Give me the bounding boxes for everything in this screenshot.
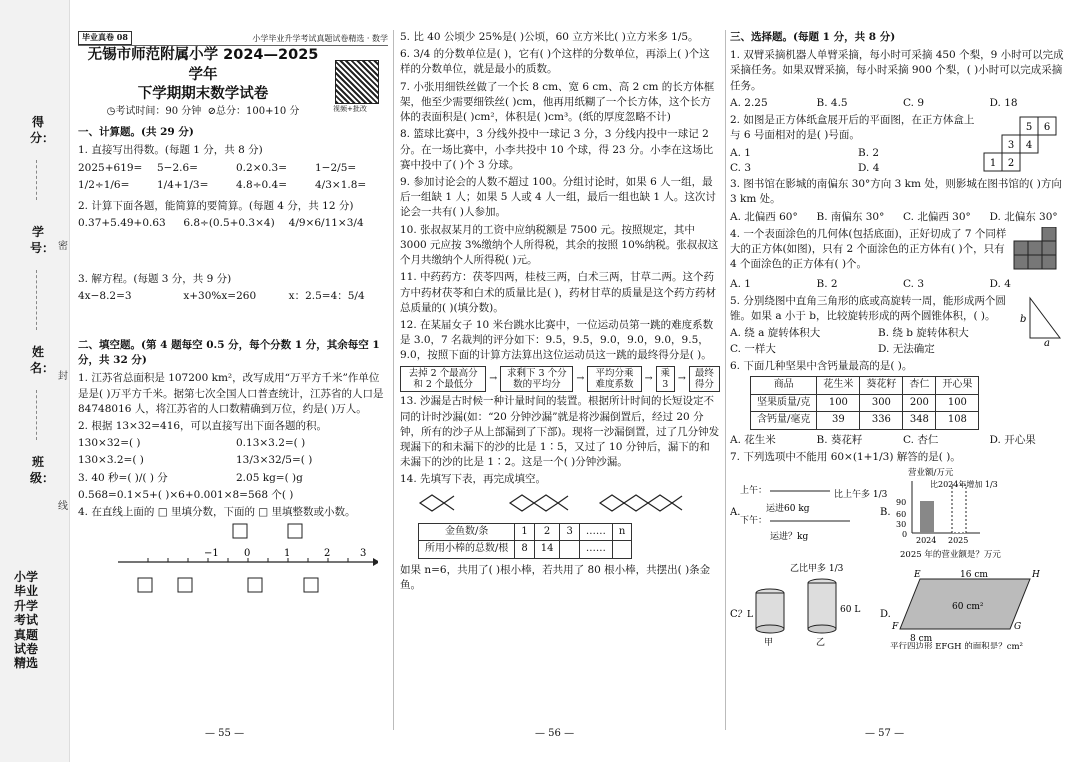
question: 13. 沙漏是古时候一种计量时间的装置。根据所计时间的长短设定不同的计时沙漏(如：“20 分钟沙漏”就是将沙漏倒置后，经过 20 分钟，所有的沙子从上部漏到了下部)。现将一沙漏倒置，过了几分钟发现漏下的和未漏下的沙的比是 1∶5，又过了 10 分钟后，漏下的和未漏下的沙的比是 1∶2。这是一个( )分钟沙漏。 — [400, 395, 720, 469]
option[interactable]: B. 葵花籽 — [816, 433, 863, 446]
section-heading: 二、填空题。(第 4 题每空 0.5 分，每个分数 1 分，其余每空 1 分，共 32 分) — [78, 338, 380, 367]
option[interactable]: D. 4 — [989, 277, 1011, 290]
clock-icon: ◷ — [106, 105, 116, 117]
triangle — [1030, 298, 1060, 338]
question-5-block — [730, 294, 1070, 359]
fill-line — [36, 270, 37, 330]
calc-item: 1/2÷1/6= — [78, 178, 130, 191]
figure-text: 60 — [896, 510, 907, 519]
section-heading: 三、选择题。(每题 1 分，共 8 分) — [730, 31, 896, 43]
figure-text: E — [914, 570, 921, 580]
answer-box — [304, 578, 318, 592]
section-heading: 一、计算题。(共 29 分) — [78, 126, 194, 139]
fill-row — [78, 453, 388, 468]
number-line-figure — [78, 522, 378, 602]
table-cell: 14 — [534, 541, 560, 559]
option[interactable]: A. 1 — [730, 277, 751, 290]
column-1 — [78, 30, 388, 608]
question: 10. 张叔叔某月的工资中应纳税额是 7500 元。按照规定，其中 3000 元应按 3%缴纳个人所得税，其余的按照 10%纳税。张叔叔这个月共缴纳个人所得税( )元。 — [400, 223, 719, 267]
figure-text: 30 — [896, 520, 907, 529]
name-label: 姓名： — [30, 345, 55, 375]
figure-text: 平行四边形 EFGH 的面积是？cm² — [890, 642, 1023, 649]
fill-item: 130×3.2=( ) — [78, 454, 144, 467]
figure-text: 乙比甲多 1/3 — [790, 564, 844, 574]
table-cell: 300 — [860, 394, 903, 412]
table-cell: 金鱼数/条 — [419, 523, 515, 541]
calc-item: x+30%x=260 — [183, 289, 257, 302]
question: 3. 图书馆在影城的南偏东 30°方向 3 km 处，则影城在图书馆的( )方向 3 km 处。 — [730, 178, 1062, 206]
cylinder-body — [756, 593, 784, 629]
arrow-icon: → — [489, 373, 498, 385]
cylinder-body — [808, 583, 836, 629]
net-label: 1 — [989, 158, 997, 170]
flow-step: 最终得分 — [689, 366, 720, 393]
table-cell: 2 — [534, 523, 560, 541]
fish-shape — [600, 495, 682, 511]
question: 1. 江苏省总面积是 107200 km²，改写成用“万平方千米”作单位是是( )万平方千米。据第七次全国人口普查统计，江苏省的人口是 84748016 人，将江苏省的人口数精确到万位，约是( )万人。 — [78, 372, 384, 415]
option[interactable]: D. 18 — [989, 96, 1018, 109]
side-label: a — [1044, 337, 1050, 346]
cubes-figure — [1010, 227, 1066, 277]
option[interactable]: C. 9 — [903, 96, 925, 109]
answer-box — [178, 578, 192, 592]
side-label: b — [1020, 313, 1027, 325]
calc-item: 1/4+1/3= — [157, 178, 209, 191]
question: 9. 参加讨论会的人数不超过 100。分组讨论时，如果 6 人一组，最后一组缺 1 人；如果 5 人或 4 人一组，最后一组也缺 1 人。这次讨论会一共有( )人参加。 — [400, 175, 716, 219]
fill-row — [78, 471, 388, 486]
series-header: 小学毕业升学考试真题试卷精选 · 数学 — [78, 33, 388, 46]
calc-item: 4/9×6/11×3/4 — [288, 217, 364, 230]
figure-text: 上午： — [740, 486, 768, 496]
figure-text: 0 — [902, 530, 908, 539]
figure-text: F — [892, 622, 899, 632]
figure-text: 比上午多 1/3 — [834, 490, 888, 500]
scoring-flow — [400, 366, 720, 393]
title-line: 下学期期末数学试卷 — [137, 86, 269, 103]
question: 7. 下列选项中不能用 60×(1+1/3) 解答的是( )。 — [730, 450, 961, 463]
answer-box — [233, 524, 247, 538]
question: 6. 3/4 的分数单位是( )，它有( )个这样的分数单位，再添上( )个这样的分数单位，就是最小的质数。 — [400, 48, 710, 76]
figure-text: G — [1014, 622, 1022, 632]
table-cell: 348 — [903, 412, 936, 430]
net-label: 6 — [1043, 122, 1051, 134]
options-row — [730, 433, 1070, 448]
cube-net-figure — [980, 113, 1060, 177]
cube — [1028, 241, 1042, 255]
figure-text: 乙 — [816, 638, 826, 648]
column-3 — [730, 30, 1070, 654]
table-cell: 39 — [817, 412, 860, 430]
calc-item: 4.8÷0.4= — [236, 178, 287, 191]
table-cell: 花生米 — [817, 377, 860, 395]
column-divider — [725, 30, 726, 730]
fish-shape — [420, 495, 454, 511]
table-cell — [560, 541, 579, 559]
options-row — [730, 146, 980, 161]
table-cell: 100 — [817, 394, 860, 412]
figure-text: 甲 — [764, 638, 774, 648]
option-label: D. — [880, 609, 891, 620]
seal-char: 密 — [58, 241, 68, 252]
question: 4. 在直线上面的 □ 里填分数，下面的 □ 里填整数或小数。 — [78, 506, 356, 519]
tick-label: 3 — [360, 548, 367, 560]
question: 4. 一个表面涂色的几何体(包括底面)，正好切成了 7 个同样大的正方体(如图)，只有 2 个面涂色的正方体有( )个，只有 4 个面涂色的正方体有( )个。 — [730, 227, 1007, 271]
tick-label: 1 — [284, 548, 291, 560]
question-4-block — [730, 227, 1070, 277]
bar — [920, 501, 934, 533]
goldfish-sticks-figure — [400, 490, 700, 516]
table-cell: 杏仁 — [903, 377, 936, 395]
table-cell: 200 — [903, 394, 936, 412]
option[interactable]: B. 2 — [816, 277, 838, 290]
option[interactable]: D. 开心果 — [989, 433, 1036, 446]
cube — [1042, 227, 1056, 241]
flow-step: 去掉 2 个最高分和 2 个最低分 — [400, 366, 486, 393]
calc-row — [78, 178, 388, 193]
check-icon: ⊘ — [207, 105, 216, 117]
figure-text: ？L — [738, 610, 753, 620]
calc-item: 2025+619= — [78, 161, 143, 174]
tick-label: 0 — [244, 548, 251, 560]
question-2-text — [730, 113, 980, 177]
net-label: 2 — [1007, 158, 1015, 170]
calc-item: 0.37+5.49+0.63 — [78, 217, 166, 230]
flow-step: 求剩下 3 个分数的平均分 — [500, 366, 573, 393]
student-id-label: 学号： — [30, 225, 55, 255]
question: 2. 计算下面各题，能简算的要简算。(每题 4 分，共 12 分) — [78, 200, 354, 213]
option[interactable]: D. 无法确定 — [878, 342, 935, 355]
option-label: C. — [730, 609, 741, 620]
table-cell: 3 — [560, 523, 579, 541]
option[interactable]: A. 北偏西 60° — [730, 210, 798, 223]
table-cell — [612, 541, 631, 559]
arrow-icon: → — [677, 373, 686, 385]
fill-item: 130×32=( ) — [78, 437, 141, 450]
arrow-icon: → — [576, 373, 585, 385]
question: 6. 下面几种坚果中含钙量最高的是( )。 — [730, 359, 913, 372]
option[interactable]: C. 一样大 — [730, 342, 776, 355]
calc-item: 1−2/5= — [315, 161, 357, 174]
question: 1. 直接写出得数。(每题 1 分，共 8 分) — [78, 144, 263, 157]
figure-text: 60 L — [840, 605, 861, 615]
title-line: 无锡市师范附属小学 2024—2025 学年 — [87, 47, 319, 83]
options-row — [730, 96, 1070, 111]
fill-row — [78, 436, 388, 451]
table-cell: 坚果质量/克 — [751, 394, 817, 412]
option[interactable]: A. 1 — [730, 146, 751, 159]
option[interactable]: B. 南偏东 30° — [816, 210, 885, 223]
fill-item: 0.13×3.2=( ) — [236, 437, 306, 450]
question: 11. 中药药方：茯苓四两，桂枝三两，白术三两，甘草二两。这个药方中药材茯苓和白术的质量比是( )，药材甘草的质量是这个药方药材总质量的( )(填分数)。 — [400, 271, 717, 314]
cube — [1042, 255, 1056, 269]
options-row — [730, 210, 1070, 225]
flow-step: 乘 3 — [656, 366, 675, 393]
table-cell: …… — [579, 523, 612, 541]
fish-shape — [510, 495, 568, 511]
calcium-table — [750, 376, 979, 430]
net-label: 3 — [1007, 140, 1015, 152]
question: 如果 n=6，共用了( )根小棒，若共用了 80 根小棒，共摆出( )条金鱼。 — [400, 563, 711, 592]
options-row — [730, 161, 980, 176]
figure-text: 营业额/万元 — [908, 468, 954, 478]
q7-options-figure — [730, 467, 1065, 649]
table-cell: 108 — [936, 412, 979, 430]
option[interactable]: C. 杏仁 — [903, 433, 939, 446]
question: 7. 小张用细铁丝做了一个长 8 cm、宽 6 cm、高 2 cm 的长方体框架，他至少需要细铁丝( )cm，他再用纸糊了一个长方体，这个长方体的表面积是( )cm²，体积是( )cm³。(纸的厚度忽略不计) — [400, 80, 715, 124]
figure-text: H — [1032, 570, 1040, 580]
option[interactable]: A. 绕 a 旋转体积大 — [730, 327, 821, 340]
exam-meta: ◷考试时间：90 分钟 ⊘总分：100+10 分 — [106, 105, 300, 117]
option[interactable]: A. 花生米 — [730, 433, 776, 446]
net-label: 5 — [1025, 122, 1033, 134]
figure-text: 90 — [896, 498, 907, 507]
answer-box — [248, 578, 262, 592]
table-cell: 含钙量/毫克 — [751, 412, 817, 430]
column-2 — [400, 30, 720, 595]
calc-item: 0.2×0.3= — [236, 161, 287, 174]
cube — [1014, 255, 1028, 269]
options-row — [730, 342, 1020, 357]
tick-label: −1 — [204, 548, 219, 560]
option[interactable]: C. 3 — [730, 161, 752, 174]
figure-text: 8 cm — [910, 634, 933, 644]
question: 3. 解方程。(每题 3 分，共 9 分) — [78, 272, 232, 285]
table-cell: 336 — [860, 412, 903, 430]
question-5-text — [730, 294, 1020, 359]
binding-strip — [0, 0, 70, 762]
table-cell: 葵花籽 — [860, 377, 903, 395]
calc-item: x：2.5=4：5/4 — [288, 289, 365, 302]
option-label: A. — [730, 507, 741, 518]
cube — [1042, 241, 1056, 255]
table-cell: 所用小棒的总数/根 — [419, 541, 515, 559]
table-cell: 开心果 — [936, 377, 979, 395]
seal-char: 线 — [58, 501, 68, 512]
page-number: — 56 — — [535, 728, 575, 739]
question: 8. 篮球比赛中，3 分线外投中一球记 3 分，3 分线内投中一球记 2 分。在一场比赛中，小李共投中 10 个球，得 23 分。小李在这场比赛中投中了( )个 3 分球。 — [400, 128, 714, 171]
figure-text: 比2024年增加 1/3 — [930, 480, 998, 489]
fill-item: 2.05 kg=( )g — [236, 471, 303, 484]
option[interactable]: C. 北偏西 30° — [903, 210, 971, 223]
option[interactable]: B. 4.5 — [816, 96, 848, 109]
cube — [1014, 241, 1028, 255]
figure-text: 运进60 kg — [766, 504, 810, 514]
answer-box — [138, 578, 152, 592]
table-cell: 1 — [515, 523, 534, 541]
question: 1. 双臂采摘机器人单臂采摘，每小时可采摘 450 个梨，9 小时可以完成采摘任务。如果双臂采摘，每小时采摘 900 个梨，( )小时可以完成采摘任务。 — [730, 49, 1064, 92]
table-cell: …… — [579, 541, 612, 559]
table-cell: 8 — [515, 541, 534, 559]
question: 0.568=0.1×5+( )×6+0.001×8=568 个( ) — [78, 488, 294, 501]
calc-item: 6.8÷(0.5+0.3×4) — [183, 217, 275, 230]
page-number: — 55 — — [205, 728, 245, 739]
qr-caption: 视频+批改 — [333, 105, 367, 113]
option[interactable]: C. 3 — [903, 277, 925, 290]
option[interactable]: D. 4 — [858, 161, 880, 174]
calc-item: 4/3×1.8= — [315, 178, 367, 191]
figure-text: 下午： — [740, 516, 768, 526]
question-2-block — [730, 113, 1070, 177]
question: 5. 分别绕图中直角三角形的底或高旋转一周，能形成两个圆锥。如果 a 小于 b，比较旋转形成的两个圆锥体积，( )。 — [730, 294, 1006, 323]
bar — [952, 485, 966, 533]
figure-text: 2025 — [948, 536, 969, 545]
net-label: 4 — [1025, 140, 1033, 152]
question: 2. 根据 13×32=416，可以直接写出下面各题的积。 — [78, 420, 328, 433]
option[interactable]: A. 2.25 — [730, 96, 768, 109]
badge: 毕业真卷 08 — [78, 31, 132, 45]
question: 12. 在某届女子 10 米台跳水比赛中，一位运动员第一跳的难度系数是 3.0，7 名裁判的评分如下：9.5，9.5，9.0，9.0，9.0，9.5，9.0，按照下面的计算方法算出这位运动员这一跳的最终得分是( )。 — [400, 318, 714, 362]
cylinder-base — [756, 625, 784, 633]
calc-row — [78, 289, 388, 304]
arrow-head — [373, 558, 378, 566]
figure-text: 2024 — [916, 536, 937, 545]
figure-text: 运进？kg — [770, 532, 809, 542]
options-row — [730, 277, 1070, 292]
fill-line — [36, 390, 37, 440]
fill-line — [36, 160, 37, 200]
seal-char: 封 — [58, 371, 68, 382]
calc-item: 4x−8.2=3 — [78, 289, 132, 302]
calc-item: 5−2.6= — [157, 161, 198, 174]
figure-text: 2025 年的营业额是？万元 — [900, 550, 1001, 560]
page-title — [78, 46, 328, 105]
tick-label: 2 — [324, 548, 331, 560]
arrow-icon: → — [644, 373, 653, 385]
calc-row — [78, 216, 388, 231]
score-label: 得分： — [30, 115, 55, 145]
fill-item: 3. 40 秒=( )/( ) 分 — [78, 471, 168, 484]
table-cell: n — [612, 523, 631, 541]
cylinder-base — [808, 625, 836, 633]
calc-row — [78, 161, 388, 176]
question: 2. 如图是正方体纸盒展开后的平面图，在正方体盒上与 6 号面相对的是( )号面。 — [730, 114, 975, 142]
series-name: 小学毕业升学考试真题试卷精选 — [13, 570, 38, 671]
flow-step: 平均分乘难度系数 — [587, 366, 641, 393]
cube — [1028, 255, 1042, 269]
page-number: — 57 — — [865, 728, 905, 739]
right-triangle-figure — [1020, 294, 1064, 346]
goldfish-table — [418, 523, 632, 559]
question: 14. 先填写下表，再完成填空。 — [400, 473, 547, 486]
answer-box — [288, 524, 302, 538]
table-cell: 商品 — [751, 377, 817, 395]
table-cell: 100 — [936, 394, 979, 412]
option-label: B. — [880, 507, 891, 518]
figure-text: 16 cm — [960, 570, 988, 580]
question: 5. 比 40 公顷少 25%是( )公顷，60 立方米比( )立方米多 1/5。 — [400, 31, 699, 43]
column-divider — [393, 30, 394, 730]
class-label: 班级： — [30, 455, 55, 485]
option[interactable]: D. 北偏东 30° — [989, 210, 1058, 223]
options-row — [730, 326, 1020, 341]
figure-text: 60 cm² — [952, 602, 984, 612]
option[interactable]: B. 2 — [858, 146, 880, 159]
option[interactable]: B. 绕 b 旋转体积大 — [878, 327, 969, 340]
fill-item: 13/3×32/5=( ) — [236, 454, 313, 467]
